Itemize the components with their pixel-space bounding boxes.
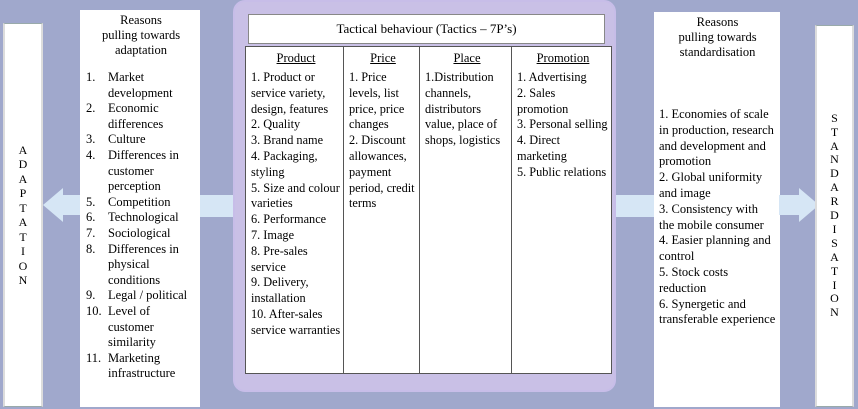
arrow-right-icon	[779, 188, 819, 222]
tactic-item: 3. Brand name	[251, 133, 324, 148]
adaptation-label-box	[3, 23, 43, 407]
standardisation-reasons-list	[659, 107, 776, 328]
tactic-column-product	[246, 47, 344, 373]
tactic-item: 9. Delivery, installation	[251, 275, 309, 306]
list-item-number: 10.	[86, 303, 102, 318]
list-item	[86, 242, 196, 289]
right_side-letter: D	[830, 208, 839, 223]
list-item: 5. Stock costs reduction	[659, 264, 729, 295]
tactics-title: Tactical behaviour (Tactics – 7P’s)	[248, 14, 605, 44]
list-item-number: 3.	[86, 132, 96, 147]
list-item-text: Economic differences	[108, 101, 164, 131]
list-item	[86, 101, 196, 132]
list-item	[86, 70, 196, 101]
list-item-text: Legal / political	[108, 288, 188, 303]
connector-bar-right	[616, 195, 654, 217]
left_side-letter: I	[21, 244, 25, 258]
list-item	[86, 304, 196, 351]
list-item	[86, 132, 196, 148]
tactic-item: 2. Quality	[251, 117, 301, 132]
list-item	[86, 226, 196, 242]
left_side-letter: O	[18, 258, 28, 273]
list-item	[86, 195, 196, 211]
tactic-item: 4. Packaging, styling	[251, 148, 318, 179]
right_side-letter: A	[830, 249, 839, 264]
right_side-letter: T	[830, 124, 839, 139]
list-item-text: Level of customer similarity	[108, 303, 156, 350]
list-item: 4. Easier planning and control	[659, 233, 771, 264]
tactic-item: 1.Distribution channels, distributors value, place of shops, logistics	[425, 70, 501, 148]
right_side-letter: N	[830, 305, 839, 320]
tactic-item: 10. After-sales service warranties	[251, 306, 341, 337]
list-item	[86, 351, 196, 382]
tactic-item: 6. Performance	[251, 212, 327, 227]
tactic-column-promotion	[512, 47, 611, 373]
list-item-number: 7.	[86, 225, 96, 240]
tactic-item: 5. Size and colour varieties	[251, 180, 340, 211]
standardisation-reasons-title: Reasons pulling towards standardisation	[678, 15, 757, 59]
right_side-letter: T	[830, 263, 839, 278]
left_side-letter: A	[18, 142, 28, 157]
right_side-letter: S	[831, 110, 838, 125]
list-item: 2. Global uniformity and image	[659, 170, 763, 200]
list-item: 3. Consistency with the mobile consumer	[659, 201, 764, 232]
list-item-number: 9.	[86, 288, 96, 303]
adaptation-reasons-list	[86, 70, 196, 382]
list-item-number: 2.	[86, 101, 96, 116]
right_side-letter: A	[830, 138, 839, 153]
list-item-number: 6.	[86, 210, 96, 225]
list-item	[86, 148, 196, 195]
tactics-columns	[245, 46, 612, 374]
list-item-text: Marketing infrastructure	[108, 350, 176, 381]
left_side-letter: A	[18, 171, 28, 186]
list-item-text: Competition	[108, 194, 171, 209]
right_side-letter: R	[830, 194, 839, 209]
list-item-number: 5.	[86, 194, 96, 209]
adaptation-reasons-panel	[80, 10, 200, 407]
list-item-number: 4.	[86, 147, 96, 162]
list-item-number: 11.	[86, 350, 102, 365]
left_side-letter: T	[19, 200, 27, 215]
standardisation-label-box	[815, 25, 854, 407]
tactic-column-price	[344, 47, 420, 373]
arrow-left-icon	[43, 188, 83, 222]
tactic-item: 1. Advertising	[517, 70, 587, 84]
tactic-item: 5. Public relations	[517, 164, 607, 179]
list-item-text: Technological	[108, 210, 179, 225]
tactic-column-heading: Price	[370, 51, 396, 65]
standardisation-reasons-panel	[654, 12, 780, 407]
connector-bar-left	[200, 195, 234, 217]
list-item-text: Culture	[108, 132, 146, 147]
standardisation-label	[817, 26, 852, 406]
tactic-item: 4. Direct marketing	[517, 133, 567, 163]
adaptation-reasons-title: Reasons pulling towards adaptation	[101, 13, 181, 57]
list-item-text: Market development	[108, 70, 173, 100]
right_side-letter: I	[832, 221, 837, 236]
list-item	[86, 210, 196, 226]
tactic-column-place	[420, 47, 512, 373]
tactic-item: 2. Discount allowances, payment period, credit terms	[349, 133, 415, 211]
list-item-text: Differences in physical conditions	[108, 241, 179, 287]
tactic-column-heading: Place	[453, 51, 481, 65]
tactic-column-heading: Product	[276, 51, 316, 65]
list-item	[86, 288, 196, 304]
right_side-letter: O	[830, 291, 839, 306]
left_side-letter: T	[19, 229, 27, 244]
right_side-letter: N	[830, 152, 839, 167]
tactic-column-heading: Promotion	[536, 51, 590, 65]
list-item: 1. Economies of scale in production, research and development and promotion	[659, 107, 774, 169]
right_side-letter: D	[830, 166, 839, 181]
adaptation-label	[5, 24, 41, 406]
left_side-letter: D	[18, 157, 28, 171]
tactic-item: 3. Personal selling	[517, 117, 608, 132]
left_side-letter: A	[18, 215, 28, 229]
list-item: 6. Synergetic and transferable experience	[659, 296, 776, 327]
tactic-item: 1. Product or service variety, design, features	[251, 70, 329, 116]
right_side-letter: A	[830, 180, 839, 195]
left_side-letter: P	[19, 186, 27, 200]
list-item-text: Sociological	[108, 225, 171, 240]
right_side-letter: S	[831, 235, 838, 250]
tactic-item: 8. Pre-sales service	[251, 243, 308, 274]
list-item-text: Differences in customer perception	[108, 147, 179, 194]
tactic-item: 7. Image	[251, 227, 295, 242]
list-item-number: 8.	[86, 241, 96, 256]
tactic-item: 2. Sales promotion	[517, 85, 569, 116]
right_side-letter: I	[832, 277, 837, 292]
list-item-number: 1.	[86, 70, 96, 84]
tactic-item: 1. Price levels, list price, price changes	[349, 70, 405, 132]
left_side-letter: N	[18, 273, 28, 287]
